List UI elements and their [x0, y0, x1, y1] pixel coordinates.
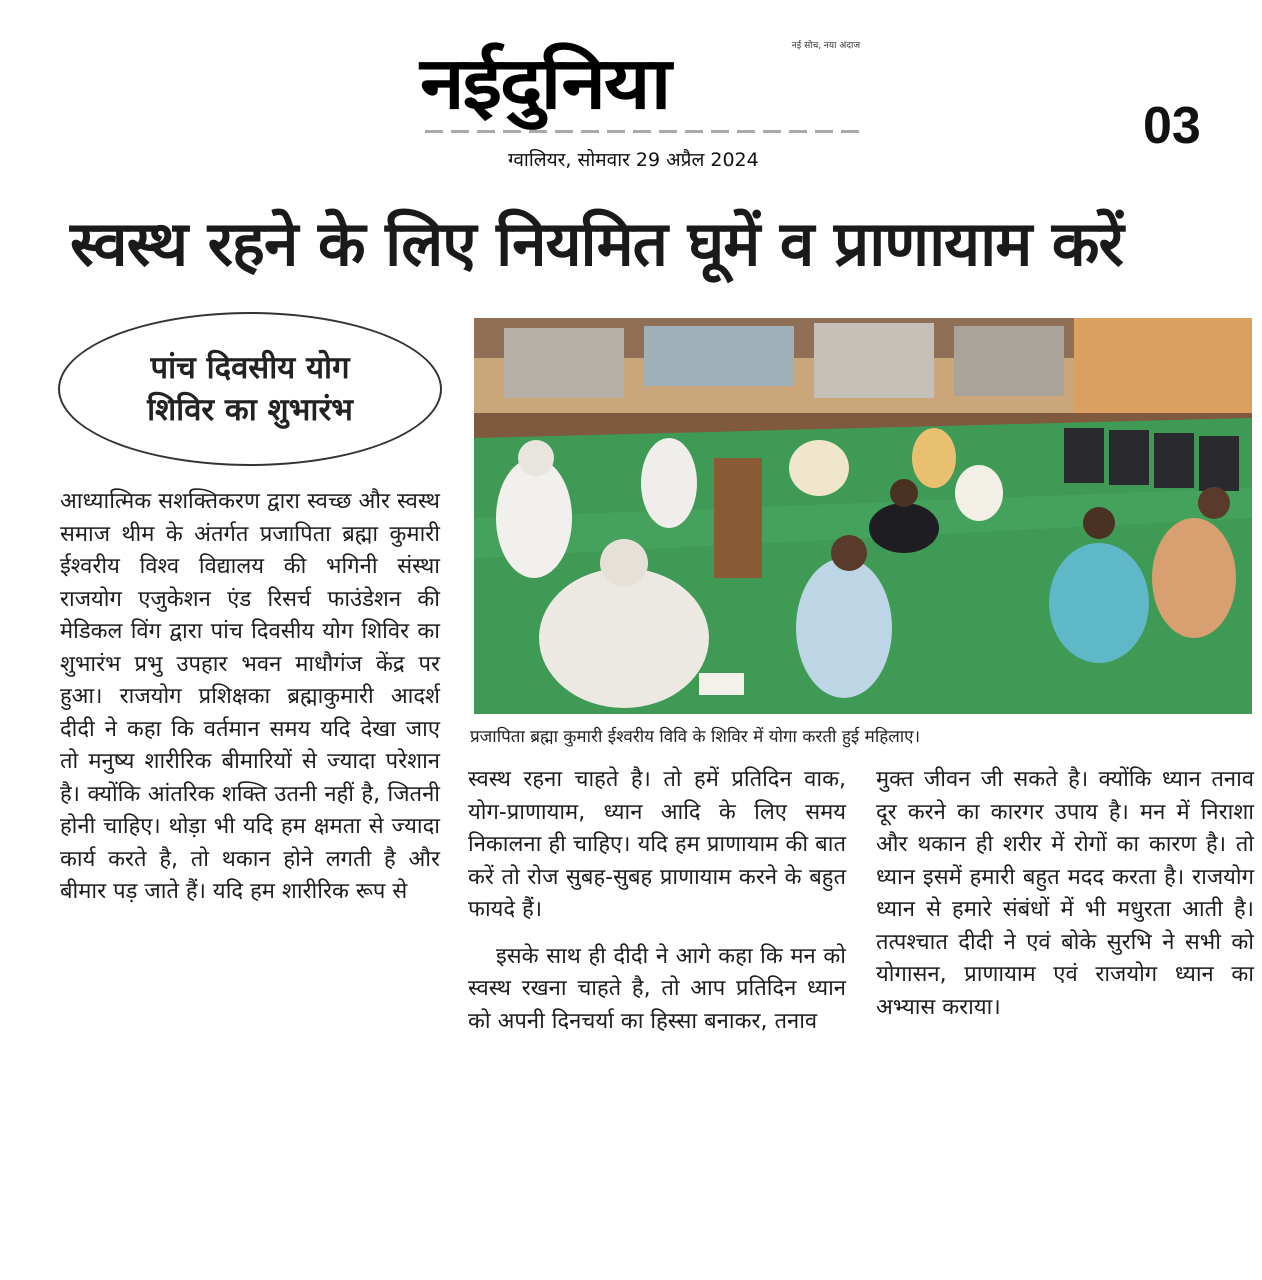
headline: स्वस्थ रहने के लिए नियमित घूमें व प्राणायाम करें: [70, 207, 1123, 280]
yoga-camp-photo: [474, 318, 1252, 714]
article-paragraph: मुक्त जीवन जी सकते है। क्योंकि ध्यान तनाव दूर करने का कारगर उपाय है। मन में निराशा और थकान ही शरीर में रोगों का कारण है। तो ध्यान इसमें हमारी बहुत मदद करता है। राजयोग ध्यान से हमारे संबंधों में भी मधुरता आती है। तत्पश्चात दीदी ने एवं बोके सुरभि ने सभी को योगासन, प्राणायाम एवं राजयोग ध्यान का अभ्यास कराया।: [876, 767, 1254, 1020]
article-paragraph: इसके साथ ही दीदी ने आगे कहा कि मन को स्वस्थ रखना चाहते है, तो आप प्रतिदिन ध्यान को अपनी दिनचर्या का हिस्सा बनाकर, तनाव: [468, 943, 846, 1034]
article-column-1: [60, 486, 440, 909]
masthead-rule: [425, 130, 860, 133]
page-number: 03: [1143, 97, 1201, 155]
subhead-text: पांच दिवसीय योग शिविर का शुभारंभ: [147, 350, 353, 428]
article-paragraph: स्वस्थ रहना चाहते है। तो हमें प्रतिदिन वाक, योग-प्राणायाम, ध्यान आदि के लिए समय निकालना ही चाहिए। यदि हम प्राणायाम की बात करें तो रोज सुबह-सुबह प्राणायाम करने के बहुत फायदे हैं।: [468, 767, 846, 922]
subhead-box: [58, 312, 442, 466]
dateline: ग्वालियर, सोमवार 29 अप्रैल 2024: [508, 149, 759, 171]
photo-caption: प्रजापिता ब्रह्मा कुमारी ईश्वरीय विवि के शिविर में योगा करती हुई महिलाए।: [470, 727, 921, 747]
newspaper-logo: नईदुनिया: [420, 41, 670, 125]
article-paragraph: आध्यात्मिक सशक्तिकरण द्वारा स्वच्छ और स्वस्थ समाज थीम के अंतर्गत प्रजापिता ब्रह्मा कुमारी ईश्वरीय विश्व विद्यालय की भगिनी संस्था राजयोग एजुकेशन एंड रिसर्च फाउंडेशन की मेडिकल विंग द्वारा पांच दिवसीय योग शिविर का शुभारंभ प्रभु उपहार भवन माधौगंज केंद्र पर हुआ। राजयोग प्रशिक्षका ब्रह्माकुमारी आदर्श दीदी ने कहा कि वर्तमान समय यदि देखा जाए तो मनुष्य शारीरिक बीमारियों से ज्यादा परेशान है। क्योंकि आंतरिक शक्ति उतनी नहीं है, जितनी होनी चाहिए। थोड़ा भी यदि हम क्षमता से ज्यादा कार्य करते है, तो थकान होने लगती है और बीमार पड़ जाते हैं। यदि हम शारीरिक रूप से: [60, 489, 440, 904]
photo-illustration: [474, 318, 1252, 714]
article-column-2: [468, 764, 846, 1038]
article-column-3: [876, 764, 1254, 1024]
masthead: [420, 38, 860, 138]
masthead-tagline: नई सोच, नया अंदाज: [791, 41, 860, 51]
